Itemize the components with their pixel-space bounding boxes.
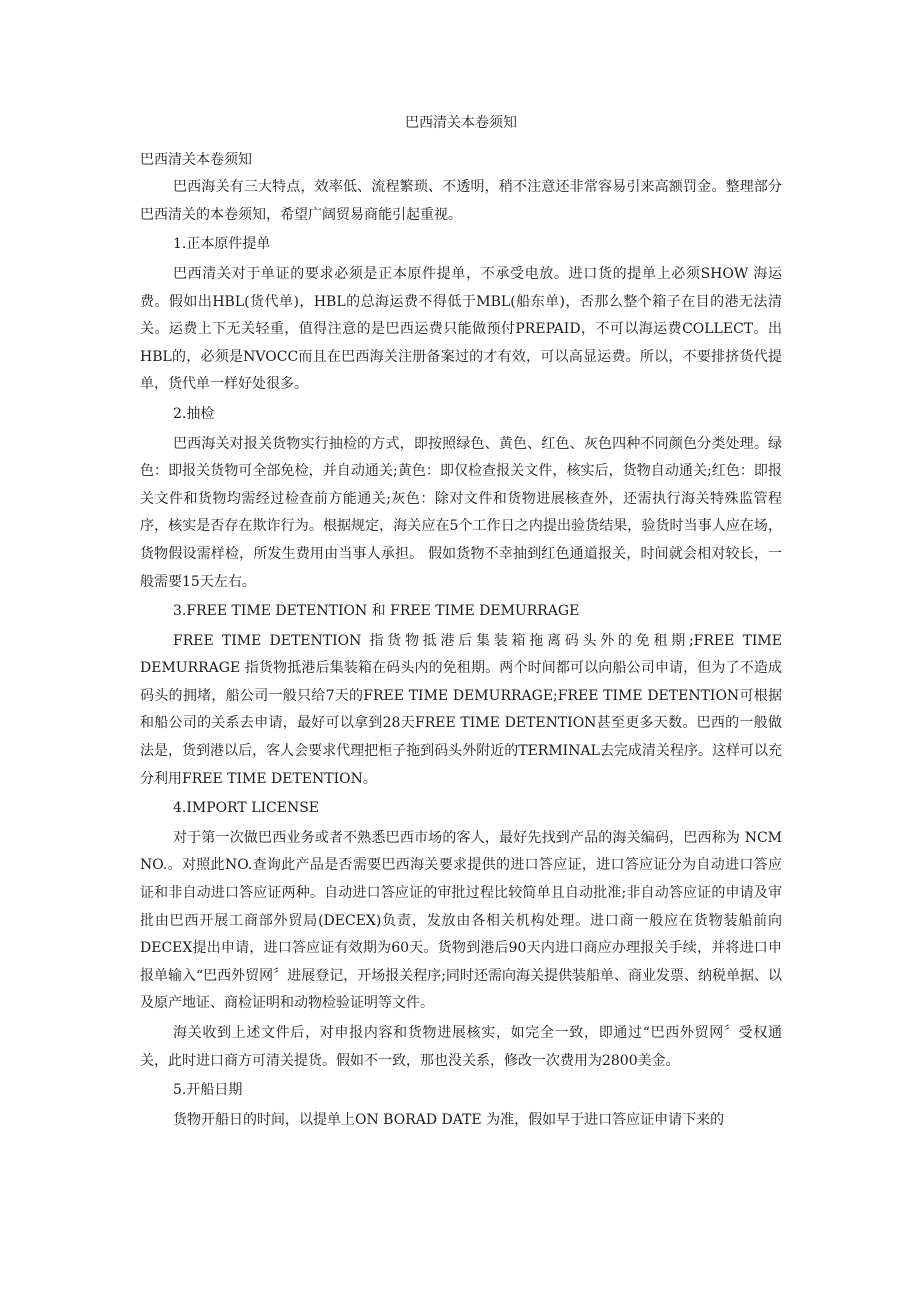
document-title: 巴西清关本卷须知: [405, 115, 517, 131]
intro-paragraph: 巴西海关有三大特点，效率低、流程繁琐、不透明，稍不注意还非常容易引来高额罚金。整理部分巴西清关的本卷须知，希望广阔贸易商能引起重视。: [140, 179, 782, 223]
section-paragraph: 巴西清关对于单证的要求必须是正本原件提单，不承受电放。进口货的提单上必须SHOW 海运费。假如出HBL(货代单)，HBL的总海运费不得低于MBL(船东单)，否那么整个箱子在目的港无法清关。运费上下无关轻重，值得注意的是巴西运费只能做预付PREPAID，不可以海运费COLLECT。出HBL的，必须是NVOCC而且在巴西海关注册备案过的才有效，可以高显运费。所以，不要排挤货代提单，货代单一样好处很多。: [140, 265, 782, 393]
section-paragraph: FREE TIME DETENTION 指货物抵港后集装箱拖离码头外的免租期;FREE TIME DEMURRAGE 指货物抵港后集装箱在码头内的免租期。两个时间都可以向船公司申请，但为了不造成码头的拥堵，船公司一般只给7天的FREE TIME DEMURRAGE;FREE TIME DETENTION可根据和船公司的关系去申请，最好可以拿到28天FREE TIME DETENTION甚至更多天数。巴西的一般做法是，货到港以后，客人会要求代理把柜子拖到码头外附近的TERMINAL去完成清关程序。这样可以充分利用FREE TIME DETENTION。: [140, 632, 782, 787]
section-heading: 1.正本原件提单: [173, 236, 271, 253]
section-heading: 3.FREE TIME DETENTION 和 FREE TIME DEMURRAGE: [173, 603, 580, 620]
section-heading: 4.IMPORT LICENSE: [173, 800, 320, 817]
document-subtitle: 巴西清关本卷须知: [140, 151, 252, 168]
section-heading: 5.开船日期: [173, 1082, 243, 1099]
section-paragraph: 对于第一次做巴西业务或者不熟悉巴西市场的客人，最好先找到产品的海关编码，巴西称为 NCM NO.。对照此NO.查询此产品是否需要巴西海关要求提供的进口答应证，进口答应证分为自动进口答应证和非自动进口答应证两种。自动进口答应证的审批过程比较简单且自动批准;非自动答应证的申请及审批由巴西开展工商部外贸局(DECEX)负责，发放由各相关机构处理。进口商一般应在货物装船前向DECEX提出申请，进口答应证有效期为60天。货物到港后90天内进口商应办理报关手续，并将进口申报单输入“巴西外贸网〞进展登记，开场报关程序;同时还需向海关提供装船单、商业发票、纳税单据、以及原产地证、商检证明和动物检验证明等文件。: [140, 829, 782, 1012]
section-paragraph: 海关收到上述文件后，对申报内容和货物进展核实，如完全一致，即通过“巴西外贸网〞受权通关，此时进口商方可清关提货。假如不一致，那也没关系，修改一次费用为2800美金。: [140, 1025, 782, 1069]
section-paragraph: 货物开船日的时间，以提单上ON BORAD DATE 为准，假如早于进口答应证申请下来的: [173, 1111, 725, 1128]
section-paragraph: 巴西海关对报关货物实行抽检的方式，即按照绿色、黄色、红色、灰色四种不同颜色分类处理。绿色：即报关货物可全部免检，并自动通关;黄色：即仅检查报关文件，核实后，货物自动通关;红色：即报关文件和货物均需经过检查前方能通关;灰色：除对文件和货物进展核查外，还需执行海关特殊监管程序，核实是否存在欺诈行为。根据规定，海关应在5个工作日之内提出验货结果，验货时当事人应在场，货物假设需样检，所发生费用由当事人承担。 假如货物不幸抽到红色通道报关，时间就会相对较长，一般需要15天左右。: [140, 435, 782, 590]
document-page: [140, 110, 782, 1134]
section-heading: 2.抽检: [173, 405, 215, 422]
